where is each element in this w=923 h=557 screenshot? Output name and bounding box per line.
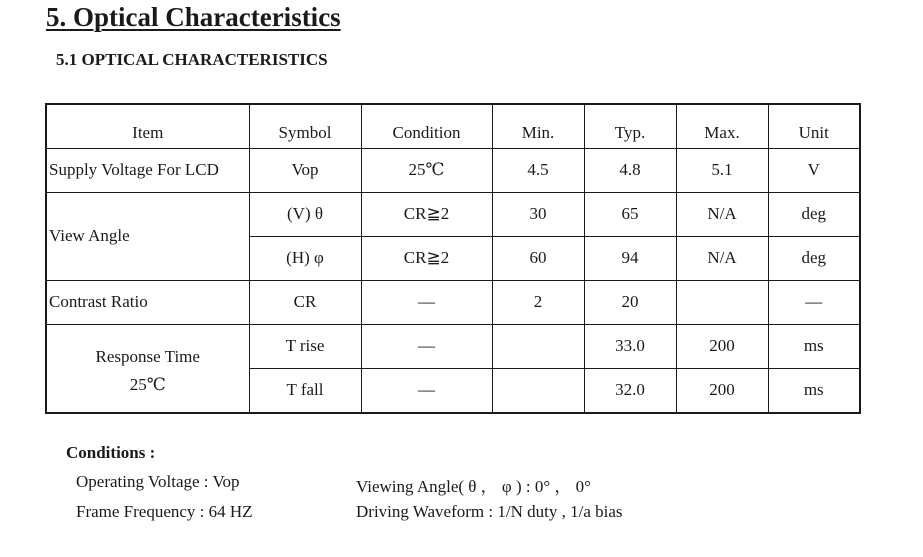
cell-item: Supply Voltage For LCD (46, 148, 249, 192)
cell-min: 30 (492, 192, 584, 236)
subsection-title: 5.1 OPTICAL CHARACTERISTICS (56, 50, 328, 69)
header-max: Max. (676, 104, 768, 148)
cell-unit: ms (768, 324, 860, 368)
condition-operating-voltage: Operating Voltage : Vop (76, 472, 240, 491)
cell-condition: — (361, 280, 492, 324)
cell-symbol: CR (249, 280, 361, 324)
response-time-temperature: 25℃ (129, 375, 166, 394)
cell-symbol: Vop (249, 148, 361, 192)
cell-typ: 65 (584, 192, 676, 236)
table-row-supply-voltage (46, 148, 860, 192)
table-header-row (46, 104, 860, 148)
cell-item-response-time (46, 324, 249, 413)
cell-max: 200 (676, 368, 768, 413)
cell-typ: 4.8 (584, 148, 676, 192)
cell-max: N/A (676, 192, 768, 236)
cell-unit: ms (768, 368, 860, 413)
cell-symbol: T fall (249, 368, 361, 413)
header-symbol: Symbol (249, 104, 361, 148)
condition-driving-waveform: Driving Waveform : 1/N duty , 1/a bias (356, 502, 623, 521)
cell-max: 5.1 (676, 148, 768, 192)
cell-item: Contrast Ratio (46, 280, 249, 324)
conditions-title: Conditions : (66, 443, 156, 462)
condition-viewing-angle: Viewing Angle( θ ， φ ) : 0° ， 0° (356, 477, 591, 496)
cell-condition: CR≧2 (361, 192, 492, 236)
condition-frame-frequency: Frame Frequency : 64 HZ (76, 502, 253, 521)
cell-condition: — (361, 368, 492, 413)
cell-symbol: (V) θ (249, 192, 361, 236)
cell-min (492, 368, 584, 413)
cell-condition: — (361, 324, 492, 368)
cell-min: 60 (492, 236, 584, 280)
header-item: Item (46, 104, 249, 148)
header-typ: Typ. (584, 104, 676, 148)
response-time-label: Response Time (95, 347, 200, 366)
cell-unit: deg (768, 236, 860, 280)
optical-characteristics-table (45, 103, 861, 414)
cell-unit: — (768, 280, 860, 324)
cell-min (492, 324, 584, 368)
cell-min: 2 (492, 280, 584, 324)
cell-max: N/A (676, 236, 768, 280)
header-condition: Condition (361, 104, 492, 148)
header-min: Min. (492, 104, 584, 148)
cell-max (676, 280, 768, 324)
cell-symbol: T rise (249, 324, 361, 368)
table-row-view-angle-v (46, 192, 860, 236)
cell-condition: CR≧2 (361, 236, 492, 280)
table-row-contrast-ratio (46, 280, 860, 324)
cell-condition: 25℃ (361, 148, 492, 192)
header-unit: Unit (768, 104, 860, 148)
table-row-response-rise (46, 324, 860, 368)
cell-max: 200 (676, 324, 768, 368)
cell-item: View Angle (46, 192, 249, 280)
cell-min: 4.5 (492, 148, 584, 192)
cell-unit: V (768, 148, 860, 192)
cell-unit: deg (768, 192, 860, 236)
cell-typ: 32.0 (584, 368, 676, 413)
cell-typ: 94 (584, 236, 676, 280)
section-title: 5. Optical Characteristics (46, 2, 341, 32)
cell-symbol: (H) φ (249, 236, 361, 280)
cell-typ: 33.0 (584, 324, 676, 368)
cell-typ: 20 (584, 280, 676, 324)
